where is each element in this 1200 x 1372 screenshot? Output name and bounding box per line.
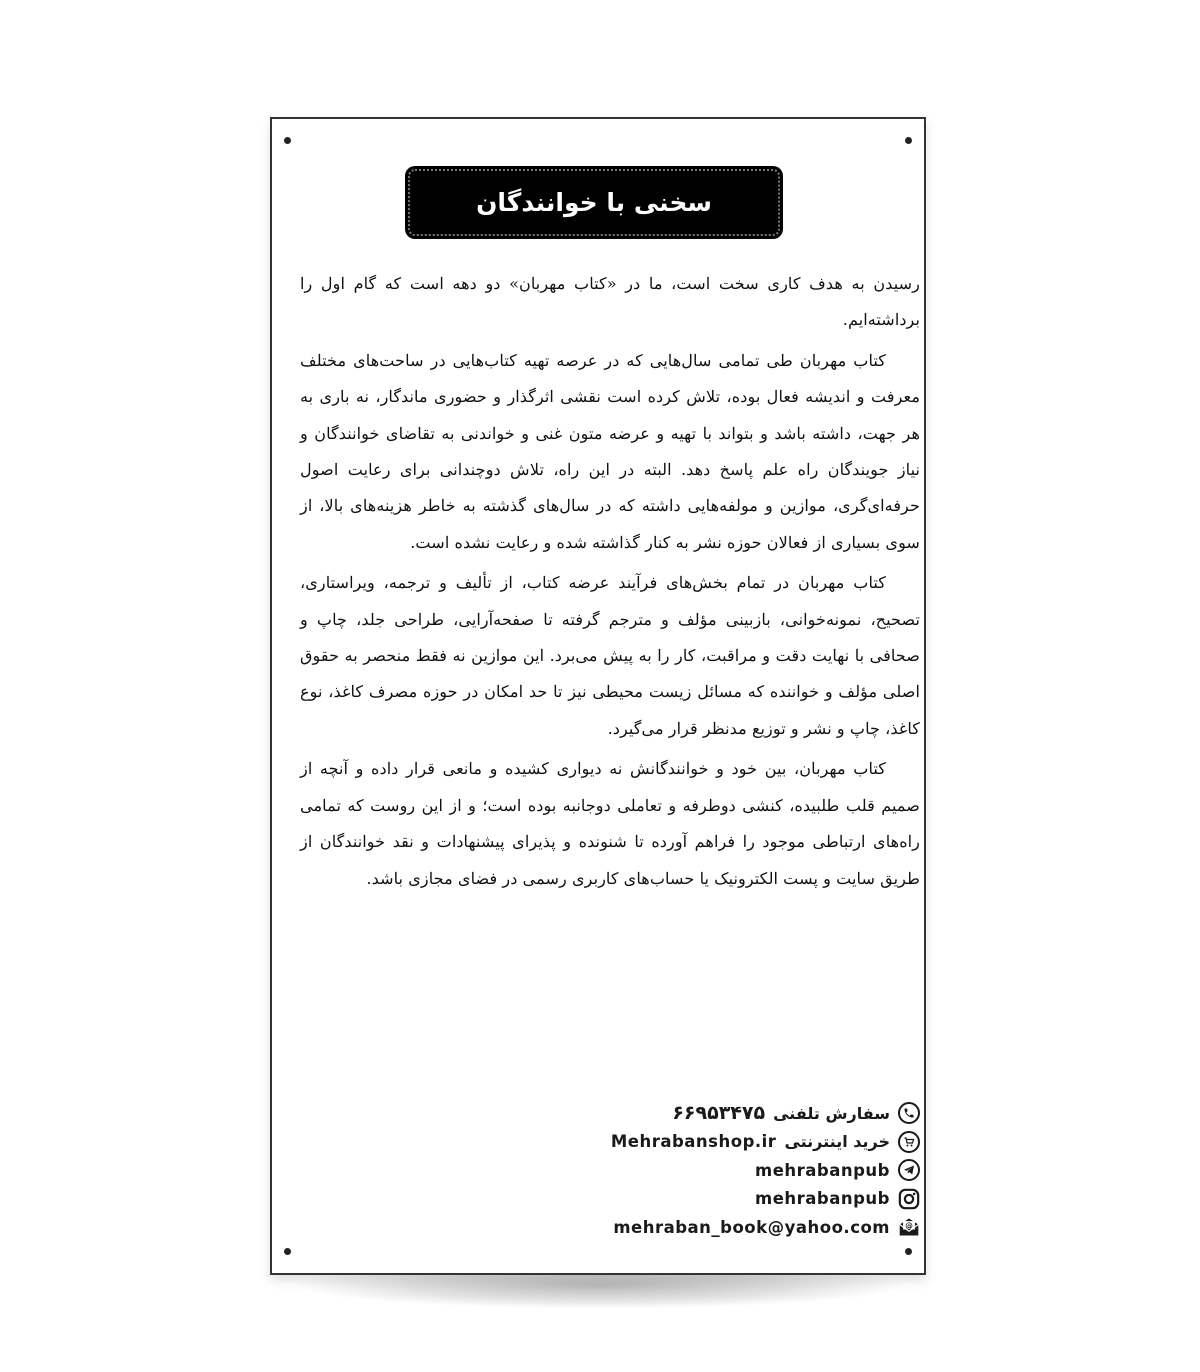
paragraph: کتاب مهربان، بین خود و خوانندگانش نه دیواری کشیده و مانعی قرار داده و آنچه از صمیم قلب طلبیده، کنشی دوطرفه و تعاملی دوجانبه بوده است؛ و از این روست که تمامی راه‌های ارتباطی موجود را فراهم آورده تا شنونده و پذیرای پیشنهادات و نقد خوانندگان از طریق سایت و پست الکترونیک یا حساب‌های کاربری رسمی در فضای مجازی باشد. [300, 759, 920, 888]
body-text [300, 266, 920, 901]
contact-telegram [300, 1156, 920, 1185]
paragraph: کتاب مهربان طی تمامی سال‌هایی که در عرصه تهیه کتاب‌هایی در ساحت‌های مختلف معرفت و اندیشه فعال بوده، تلاش کرده است نقشی اثرگذار و حضوری ماندگار، نه باری به هر جهت، داشته باشد و بتواند با تهیه و عرضه متون غنی و خواندنی به تقاضای خوانندگان و نیاز جویندگان راه علم پاسخ دهد. البته در این راه، تلاش دوچندانی برای رعایت اصول حرفه‌ای‌گری، موازین و مولفه‌هایی داشته که در سال‌های گذشته به خاطر هزینه‌های بالا، از سوی بسیاری از فعالان حوزه نشر به کنار گذاشته شده و رعایت نشده است. [300, 350, 920, 552]
paragraph: کتاب مهربان در تمام بخش‌های فرآیند عرضه کتاب، از تألیف و ترجمه، ویراستاری، تصحیح، نمونه‌خوانی، بازبینی مؤلف و مترجم گرفته تا صفحه‌آرایی، طراحی جلد، چاپ و صحافی با نهایت دقت و مراقبت، کار را به پیش می‌برد. این موازین نه فقط منحصر به حقوق اصلی مؤلف و خواننده که مسائل زیست محیطی نیز تا حد امکان در حوزه مصرف کاغذ، نوع کاغذ، چاپ و نشر و توزیع مدنظر قرار می‌گیرد. [300, 573, 920, 738]
svg-text:@: @ [905, 1221, 913, 1231]
email-icon [898, 1216, 920, 1238]
paragraph: رسیدن به هدف کاری سخت است، ما در «کتاب مهربان» دو دهه است که گام اول را برداشته‌ایم. [300, 274, 920, 330]
contact-email [300, 1213, 920, 1242]
contact-phone [300, 1099, 920, 1128]
title-banner [405, 166, 783, 239]
contact-shop [300, 1128, 920, 1157]
phone-number[interactable]: ۶۶۹۵۳۴۷۵ [672, 1102, 766, 1125]
email-address[interactable]: mehraban_book@yahoo.com [613, 1217, 890, 1237]
shop-label: خرید اینترنتی [784, 1132, 890, 1152]
phone-label: سفارش تلفنی [773, 1103, 890, 1123]
instagram-handle[interactable]: mehrabanpub [755, 1189, 890, 1209]
contact-list [300, 1099, 920, 1242]
cart-icon [898, 1131, 920, 1153]
instagram-icon [898, 1188, 920, 1210]
pin-dot [284, 1248, 291, 1255]
shop-link[interactable]: Mehrabanshop.ir [610, 1132, 777, 1152]
notice-card [270, 117, 926, 1275]
contact-instagram [300, 1185, 920, 1214]
phone-icon [898, 1102, 920, 1124]
pin-dot [905, 137, 912, 144]
pin-dot [905, 1248, 912, 1255]
telegram-handle[interactable]: mehrabanpub [755, 1160, 890, 1180]
pin-dot [284, 137, 291, 144]
telegram-icon [898, 1159, 920, 1181]
page-title: سخنی با خوانندگان [476, 188, 712, 217]
